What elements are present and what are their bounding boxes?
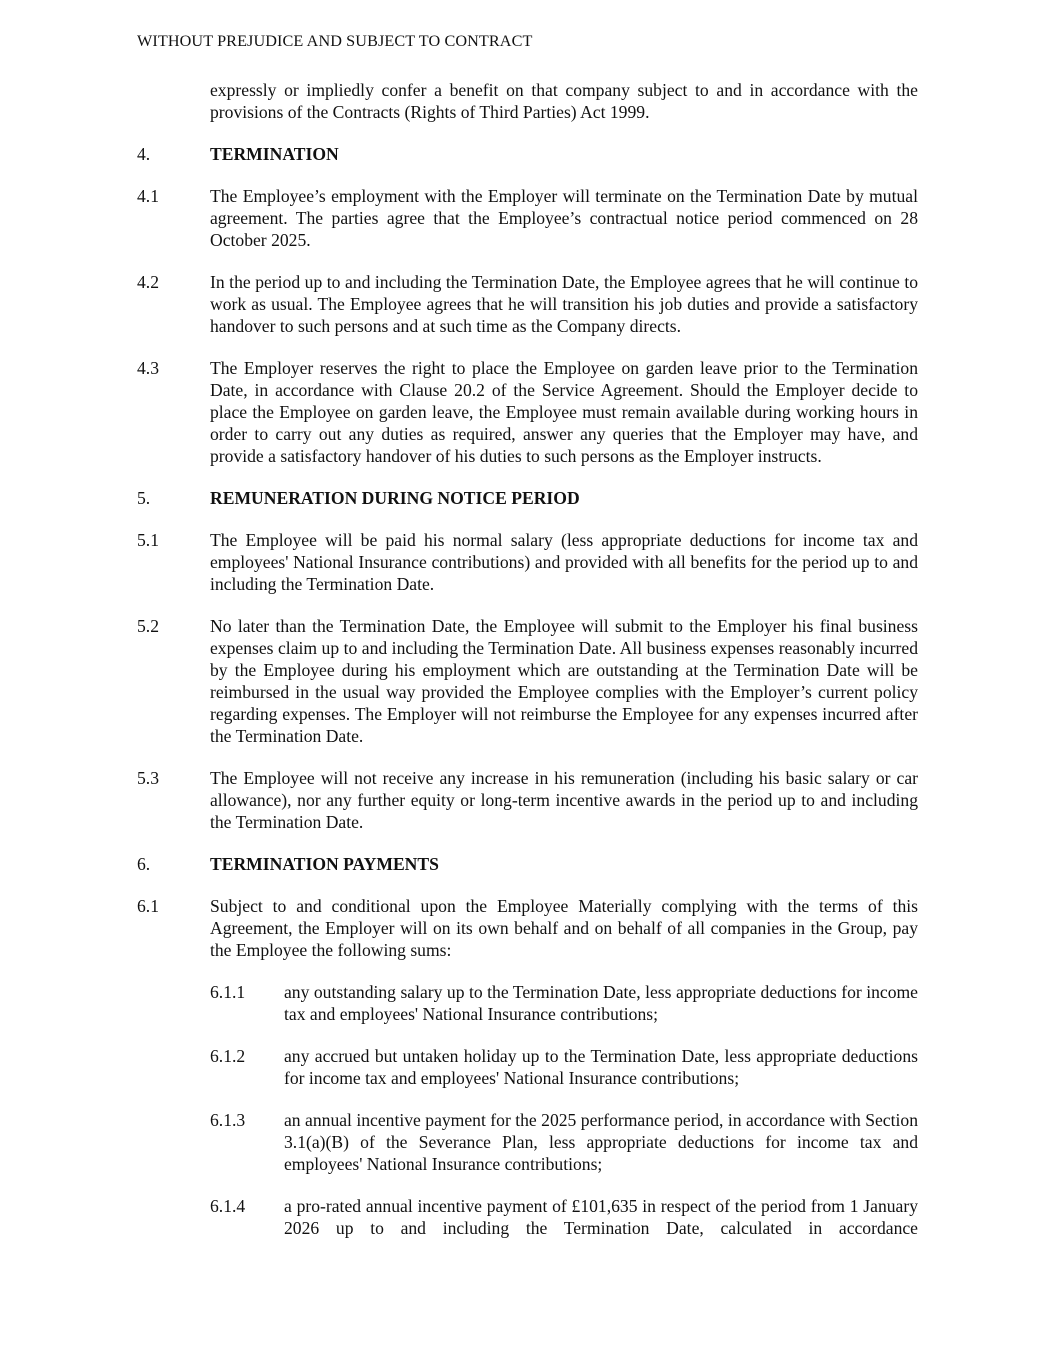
section-heading-4 — [137, 143, 918, 165]
clause-number: 6.1 — [137, 896, 159, 916]
subclause-6-1-4 — [210, 1195, 918, 1239]
clause-text: No later than the Termination Date, the Employee will submit to the Employer his final business expenses claim up to and including the Termination Date. All business expenses reasonably incurred by the Employee during his employment which are outstanding at the Termination Date will be reimbursed in the usual way provided the Employee complies with the Employer’s current policy regarding expenses. The Employer will not reimburse the Employee for any expenses incurred after the Termination Date. — [210, 616, 918, 746]
section-title: TERMINATION PAYMENTS — [210, 854, 439, 874]
clause-5-1 — [137, 529, 918, 595]
subclause-number: 6.1.2 — [210, 1046, 246, 1066]
clause-text: The Employer reserves the right to place the Employee on garden leave prior to the Termination Date, in accordance with Clause 20.2 of the Service Agreement. Should the Employer decide to place the Employee on garden leave, the Employee must remain available during working hours in order to carry out any duties as required, answer any queries that the Employer may have, and provide a satisfactory handover of his duties to such persons as the Employer instructs. — [210, 358, 918, 466]
subclause-text: any outstanding salary up to the Termination Date, less appropriate deductions for income tax and employees' National Insurance contributions; — [284, 982, 918, 1024]
subclause-6-1-1 — [210, 981, 918, 1025]
clause-number: 5.2 — [137, 616, 159, 636]
subclause-text: any accrued but untaken holiday up to the Termination Date, less appropriate deductions for income tax and employees' National Insurance contributions; — [284, 1046, 918, 1088]
clause-5-2 — [137, 615, 918, 747]
clause-number: 5.1 — [137, 530, 159, 550]
page-header: WITHOUT PREJUDICE AND SUBJECT TO CONTRACT — [137, 32, 533, 50]
document-body — [137, 79, 918, 1259]
subclause-text: a pro-rated annual incentive payment of £101,635 in respect of the period from 1 January 2026 up to and including the Termination Date, calculated in accordance — [284, 1196, 918, 1238]
subclause-6-1-2 — [210, 1045, 918, 1089]
clause-number: 4.2 — [137, 272, 159, 292]
clause-number: 4.1 — [137, 186, 159, 206]
section-number: 6. — [137, 854, 151, 874]
section-number: 4. — [137, 144, 151, 164]
subclause-6-1-3 — [210, 1109, 918, 1175]
section-heading-5 — [137, 487, 918, 509]
clause-number: 4.3 — [137, 358, 159, 378]
subclause-number: 6.1.1 — [210, 982, 246, 1002]
clause-6-1 — [137, 895, 918, 961]
clause-text: The Employee will be paid his normal salary (less appropriate deductions for income tax and employees' National Insurance contributions) and provided with all benefits for the period up to and including the Termination Date. — [210, 530, 918, 594]
clause-number: 5.3 — [137, 768, 159, 788]
clause-4-3 — [137, 357, 918, 467]
clause-4-1 — [137, 185, 918, 251]
clause-text: The Employee’s employment with the Employer will terminate on the Termination Date by mutual agreement. The parties agree that the Employee’s contractual notice period commenced on 28 October 2025. — [210, 186, 918, 250]
intro-paragraph: expressly or impliedly confer a benefit on that company subject to and in accordance with the provisions of the Contracts (Rights of Third Parties) Act 1999. — [210, 80, 918, 122]
clause-4-2 — [137, 271, 918, 337]
subclause-number: 6.1.3 — [210, 1110, 246, 1130]
section-title: REMUNERATION DURING NOTICE PERIOD — [210, 488, 580, 508]
clause-5-3 — [137, 767, 918, 833]
section-title: TERMINATION — [210, 144, 339, 164]
clause-text: The Employee will not receive any increase in his remuneration (including his basic salary or car allowance), nor any further equity or long-term incentive awards in the period up to and including the Termination Date. — [210, 768, 918, 832]
section-number: 5. — [137, 488, 151, 508]
subclause-text: an annual incentive payment for the 2025 performance period, in accordance with Section 3.1(a)(B) of the Severance Plan, less appropriate deductions for income tax and employees' National Insurance contributions; — [284, 1110, 918, 1174]
clause-text: In the period up to and including the Termination Date, the Employee agrees that he will continue to work as usual. The Employee agrees that he will transition his job duties and provide a satisfactory handover to such persons and at such time as the Company directs. — [210, 272, 918, 336]
clause-text: Subject to and conditional upon the Employee Materially complying with the terms of this Agreement, the Employer will on its own behalf and on behalf of all companies in the Group, pay the Employee the following sums: — [210, 896, 918, 960]
section-heading-6 — [137, 853, 918, 875]
subclause-number: 6.1.4 — [210, 1196, 246, 1216]
